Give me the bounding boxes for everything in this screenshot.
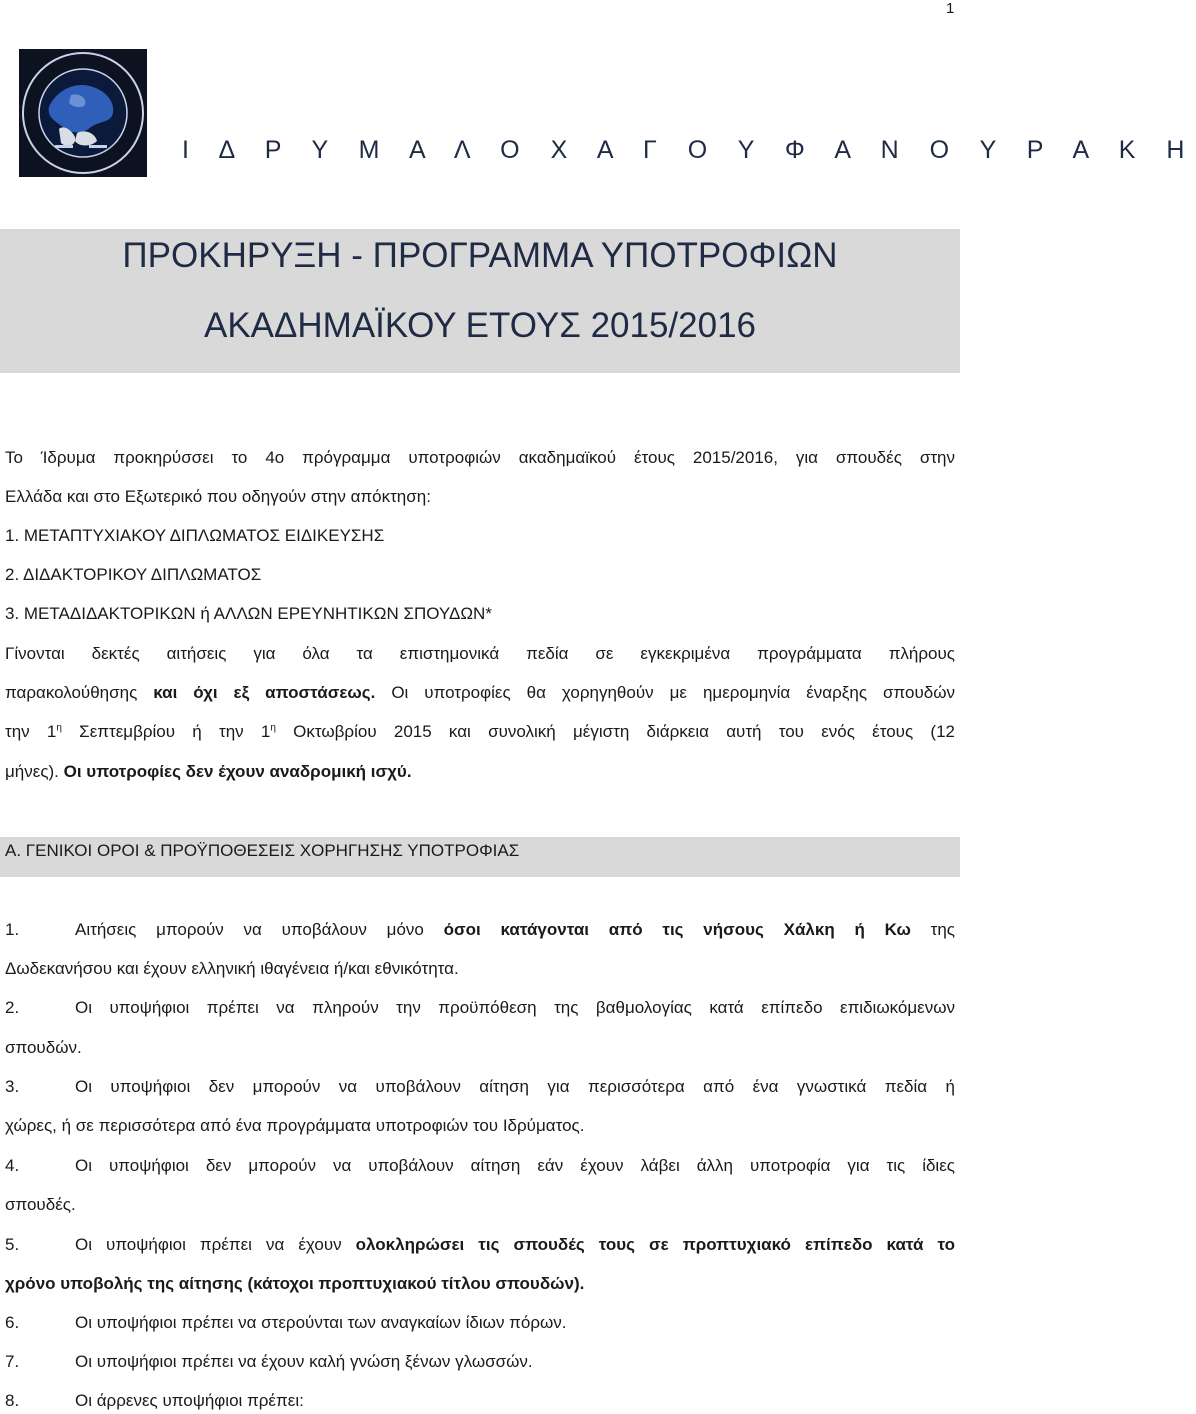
condition-continuation: χρόνο υποβολής της αίτησης (κάτοχοι προπτυχιακού τίτλου σπουδών). [5,1274,585,1293]
foundation-logo-icon [19,49,147,177]
condition-continuation: χώρες, ή σε περισσότερα από ένα προγράμματα υποτροφιών του Ιδρύματος. [5,1116,585,1135]
condition-item: 5. Οι υποψήφιοι πρέπει να έχουν ολοκληρώσει τις σπουδές τους σε προπτυχιακό επίπεδο κατά το [5,1235,955,1254]
condition-item: 3. Οι υποψήφιοι δεν μπορούν να υποβάλουν αίτηση για περισσότερα από ένα γνωστικά πεδία ή [5,1077,955,1096]
condition-item: 8. Οι άρρενες υποψήφιοι πρέπει: [5,1391,304,1410]
eligibility-line-3: την $1^\eta$ Σεπτεμβρίου ή την $1^\eta$ Οκτωβρίου 2015 και συνολική μέγιστη διάρκεια αυτή του ενός έτους (12 [5,722,955,741]
organization-title: Ι Δ Ρ Υ Μ Α Λ Ο Χ Α Γ Ο Υ Φ Α Ν Ο Υ Ρ Α Κ Η [182,136,1196,164]
condition-item: 2. Οι υποψήφιοι πρέπει να πληρούν την προϋπόθεση της βαθμολογίας κατά επίπεδο επιδιωκόμενων [5,998,955,1017]
no-retroactive-note: Οι υποτροφίες δεν έχουν αναδρομική ισχύ. [63,762,412,781]
announcement-title: ΠΡΟΚΗΡΥΞΗ - ΠΡΟΓΡΑΜΜΑ ΥΠΟΤΡΟΦΙΩΝ [122,236,838,275]
eligibility-line-2: παρακολούθησης και όχι εξ αποστάσεως. Οι υποτροφίες θα χορηγηθούν με ημερομηνία έναρξης σπουδών [5,683,955,702]
intro-line-2: Ελλάδα και στο Εξωτερικό που οδηγούν στην απόκτηση: [5,487,431,506]
degree-item-1: 1. ΜΕΤΑΠΤΥΧΙΑΚΟΥ ΔΙΠΛΩΜΑΤΟΣ ΕΙΔΙΚΕΥΣΗΣ [5,526,385,545]
eligibility-line-1: Γίνονται δεκτές αιτήσεις για όλα τα επιστημονικά πεδία σε εγκεκριμένα προγράμματα πλήρους [5,644,955,663]
condition-item: 1. Αιτήσεις μπορούν να υποβάλουν μόνο όσοι κατάγονται από τις νήσους Χάλκη ή Κω της [5,920,955,939]
section-a-title: Α. ΓΕΝΙΚΟΙ ΟΡΟΙ & ΠΡΟΫΠΟΘΕΣΕΙΣ ΧΟΡΗΓΗΣΗΣ ΥΠΟΤΡΟΦΙΑΣ [5,841,520,860]
condition-item: 4. Οι υποψήφιοι δεν μπορούν να υποβάλουν αίτηση εάν έχουν λάβει άλλη υποτροφία για τις ίδιες [5,1156,955,1175]
degree-item-2: 2. ΔΙΔΑΚΤΟΡΙΚΟΥ ΔΙΠΛΩΜΑΤΟΣ [5,565,262,584]
degree-item-3: 3. ΜΕΤΑΔΙΔΑΚΤΟΡΙΚΩΝ ή ΑΛΛΩΝ ΕΡΕΥΝΗΤΙΚΩΝ ΣΠΟΥΔΩΝ* [5,604,492,623]
condition-item: 7. Οι υποψήφιοι πρέπει να έχουν καλή γνώση ξένων γλωσσών. [5,1352,533,1371]
eligibility-emphasis: και όχι εξ αποστάσεως. [153,683,376,702]
condition-continuation: σπουδές. [5,1195,76,1214]
condition-continuation: Δωδεκανήσου και έχουν ελληνική ιθαγένεια ή/και εθνικότητα. [5,959,459,978]
condition-continuation: σπουδών. [5,1038,82,1057]
eligibility-line-4: μήνες). Οι υποτροφίες δεν έχουν αναδρομική ισχύ. [5,762,412,781]
condition-item: 6. Οι υποψήφιοι πρέπει να στερούνται των αναγκαίων ίδιων πόρων. [5,1313,567,1332]
intro-line-1: Το Ίδρυμα προκηρύσσει το 4ο πρόγραμμα υποτροφιών ακαδημαϊκού έτους 2015/2016, για σπουδές στην [5,448,955,467]
academic-year-title: ΑΚΑΔΗΜΑΪΚΟΥ ΕΤΟΥΣ 2015/2016 [203,306,757,345]
page-number: 1 [946,0,955,17]
